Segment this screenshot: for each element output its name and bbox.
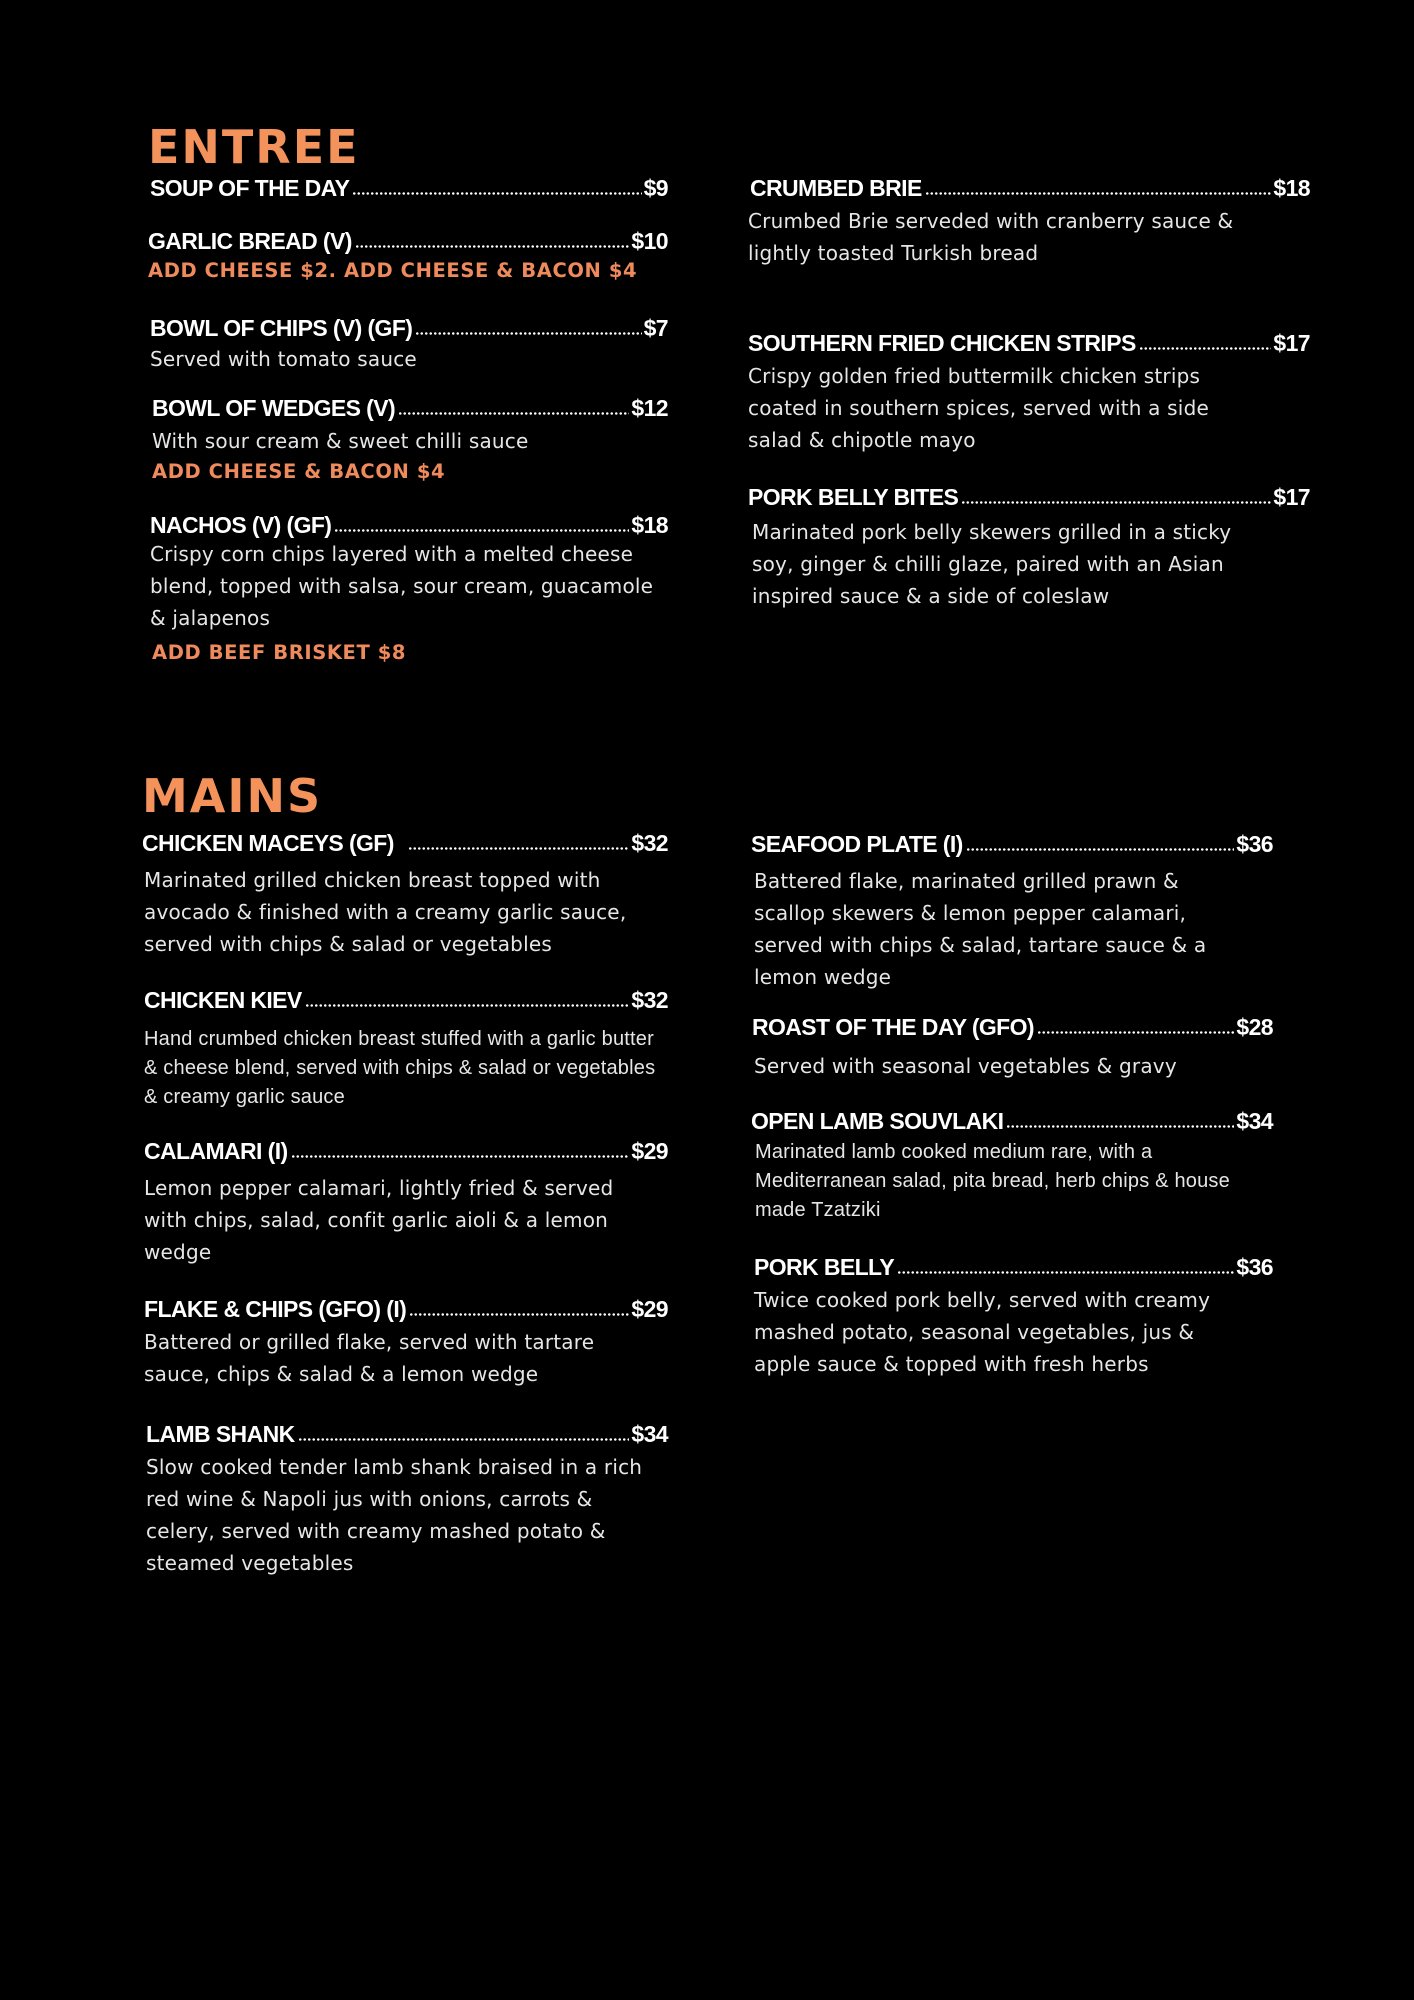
entree-title: ENTREE [148, 120, 360, 174]
item-name: SOUTHERN FRIED CHICKEN STRIPS [748, 330, 1136, 356]
menu-item-garlic-bread [148, 226, 668, 286]
item-heading [144, 985, 668, 1015]
menu-item-nachos [150, 510, 668, 668]
item-description: Hand crumbed chicken breast stuffed with a garlic butter & cheese blend, served with chips & salad or vegetables & creamy garlic sauce [144, 1028, 656, 1108]
item-name: PORK BELLY [754, 1254, 895, 1280]
item-description: Battered flake, marinated grilled prawn & scallop skewers & lemon pepper calamari, served with chips & salad, tartare sauce & a lemon wedge [754, 869, 1207, 989]
menu-item-calamari [144, 1136, 668, 1268]
item-price: $17 [1273, 330, 1310, 356]
item-heading [152, 393, 668, 423]
dot-leader [409, 1313, 629, 1316]
item-heading [751, 1106, 1273, 1136]
item-addon: ADD CHEESE $2. ADD CHEESE & BACON $4 [148, 259, 638, 282]
item-price: $9 [643, 175, 668, 201]
item-price: $29 [631, 1296, 668, 1322]
dot-leader [925, 192, 1272, 195]
item-heading [750, 173, 1310, 203]
dot-leader [1006, 1125, 1234, 1128]
dot-leader [961, 501, 1271, 504]
item-heading [752, 1012, 1273, 1042]
item-heading [150, 313, 668, 343]
item-price: $36 [1236, 831, 1273, 857]
dot-leader [408, 847, 630, 850]
item-name: SOUP OF THE DAY [150, 175, 350, 201]
dot-leader [415, 332, 641, 335]
dot-leader [897, 1271, 1234, 1274]
menu-item-roast-of-the-day [752, 1012, 1273, 1082]
item-price: $18 [1273, 175, 1310, 201]
dot-leader [352, 192, 641, 195]
menu-item-pork-belly-bites [748, 482, 1310, 612]
item-description: With sour cream & sweet chilli sauce [152, 429, 529, 453]
item-description: Crumbed Brie serveded with cranberry sauce & lightly toasted Turkish bread [748, 209, 1234, 265]
item-description: Crispy golden fried buttermilk chicken strips coated in southern spices, served with a side salad & chipotle mayo [748, 364, 1209, 452]
menu-item-crumbed-brie [750, 173, 1310, 269]
item-name: GARLIC BREAD (V) [148, 228, 352, 254]
menu-item-open-lamb-souvlaki [751, 1106, 1273, 1225]
item-name: CHICKEN KIEV [144, 987, 302, 1013]
menu-item-chicken-kiev [144, 985, 668, 1112]
item-name: OPEN LAMB SOUVLAKI [751, 1108, 1004, 1134]
item-name: CRUMBED BRIE [750, 175, 922, 201]
item-description: Twice cooked pork belly, served with creamy mashed potato, seasonal vegetables, jus & apple sauce & topped with fresh herbs [754, 1288, 1211, 1376]
item-heading [754, 1252, 1273, 1282]
menu-item-southern-fried-chicken-strips [748, 328, 1310, 456]
dot-leader [1139, 347, 1272, 350]
item-name: SEAFOOD PLATE (I) [751, 831, 963, 857]
menu-item-lamb-shank [146, 1419, 668, 1579]
item-description: Served with seasonal vegetables & gravy [754, 1054, 1177, 1078]
dot-leader [291, 1155, 630, 1158]
item-heading [146, 1419, 668, 1449]
menu-item-soup-of-the-day [150, 173, 668, 203]
item-price: $18 [631, 512, 668, 538]
item-name: NACHOS (V) (GF) [150, 512, 332, 538]
item-price: $34 [631, 1421, 668, 1447]
item-description: Marinated pork belly skewers grilled in a sticky soy, ginger & chilli glaze, paired with an Asian inspired sauce & a side of coleslaw [752, 520, 1232, 608]
item-price: $32 [631, 987, 668, 1013]
item-heading [144, 1136, 668, 1166]
menu-item-bowl-of-chips [150, 313, 668, 375]
item-description: Lemon pepper calamari, lightly fried & served with chips, salad, confit garlic aioli & a lemon wedge [144, 1176, 614, 1264]
item-name: CHICKEN MACEYS (GF) [142, 830, 394, 856]
menu-item-bowl-of-wedges [152, 393, 668, 487]
item-heading [144, 1294, 668, 1324]
item-price: $32 [631, 830, 668, 856]
item-heading [748, 482, 1310, 512]
item-heading [751, 829, 1273, 859]
menu-item-chicken-maceys [142, 828, 668, 960]
menu-item-pork-belly [754, 1252, 1273, 1380]
item-price: $34 [1236, 1108, 1273, 1134]
menu-item-flake-and-chips [144, 1294, 668, 1390]
item-description: Crispy corn chips layered with a melted cheese blend, topped with salsa, sour cream, guacamole & jalapenos [150, 542, 654, 630]
item-heading [142, 828, 668, 858]
dot-leader [398, 412, 629, 415]
item-description: Marinated lamb cooked medium rare, with a Mediterranean salad, pita bread, herb chips & house made Tzatziki [755, 1141, 1230, 1221]
dot-leader [1037, 1031, 1234, 1034]
item-heading [148, 226, 668, 256]
dot-leader [298, 1438, 630, 1441]
dot-leader [966, 848, 1235, 851]
dot-leader [305, 1004, 630, 1007]
item-name: ROAST OF THE DAY (GFO) [752, 1014, 1034, 1040]
item-price: $29 [631, 1138, 668, 1164]
item-price: $7 [643, 315, 668, 341]
item-name: LAMB SHANK [146, 1421, 295, 1447]
item-description: Slow cooked tender lamb shank braised in a rich red wine & Napoli jus with onions, carrots & celery, served with creamy mashed potato & steamed vegetables [146, 1455, 643, 1575]
item-name: CALAMARI (I) [144, 1138, 288, 1164]
item-heading [150, 510, 668, 540]
mains-title: MAINS [142, 769, 323, 823]
item-name: BOWL OF CHIPS (V) (GF) [150, 315, 413, 341]
dot-leader [334, 529, 629, 532]
dot-leader [355, 245, 630, 248]
item-price: $10 [631, 228, 668, 254]
item-heading [150, 173, 668, 203]
item-description: Served with tomato sauce [150, 347, 417, 371]
item-name: BOWL OF WEDGES (V) [152, 395, 396, 421]
item-addon: ADD BEEF BRISKET $8 [152, 641, 407, 664]
item-name: PORK BELLY BITES [748, 484, 959, 510]
item-heading [748, 328, 1310, 358]
item-description: Marinated grilled chicken breast topped with avocado & finished with a creamy garlic sauce, served with chips & salad or vegetables [144, 868, 627, 956]
item-description: Battered or grilled flake, served with tartare sauce, chips & salad & a lemon wedge [144, 1330, 595, 1386]
item-price: $36 [1236, 1254, 1273, 1280]
item-price: $17 [1273, 484, 1310, 510]
menu-item-seafood-plate [751, 829, 1273, 993]
item-name: FLAKE & CHIPS (GFO) (I) [144, 1296, 407, 1322]
item-price: $12 [631, 395, 668, 421]
item-addon: ADD CHEESE & BACON $4 [152, 460, 446, 483]
item-price: $28 [1236, 1014, 1273, 1040]
